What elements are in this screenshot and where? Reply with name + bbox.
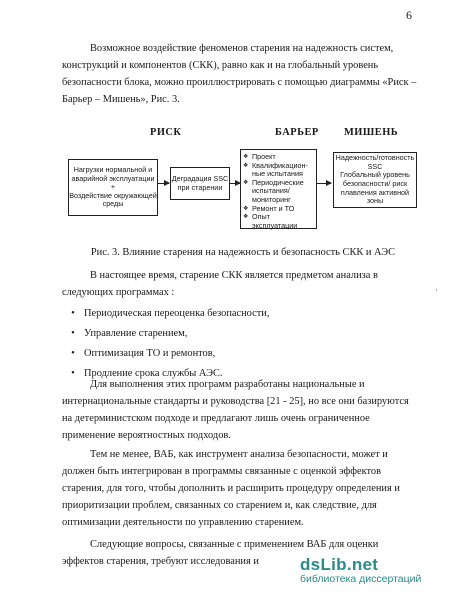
loads-box [68, 159, 158, 216]
loads-plus: + [110, 182, 116, 192]
target-box [333, 152, 417, 208]
bullet-icon: • [71, 368, 75, 379]
target-line: SSC [367, 161, 383, 171]
barrier-item-text: Ремонт и ТО [252, 203, 295, 213]
intro-line: безопасности блока, можно проиллюстрировать с помощью диаграммы «Риск – [62, 77, 417, 88]
standards-line: на детерминистском подходе и предлагают лишь очень ограниченное [62, 413, 370, 424]
target-header: МИШЕНЬ [344, 127, 399, 138]
standards-paragraph [62, 376, 424, 444]
diamond-bullet-icon [243, 222, 252, 231]
list-item: • Периодическая переоценка безопасности, [62, 304, 424, 324]
pra-line: Тем не менее, ВАБ, как инструмент анализа безопасности, может и [90, 449, 388, 460]
loads-line: среды [102, 199, 124, 209]
arrow-right-icon [158, 183, 169, 184]
barrier-item-text: Проект [252, 152, 276, 161]
barrier-item-text: Опыт [252, 212, 270, 222]
barrier-item-text: Периодические [252, 177, 304, 187]
barrier-item [243, 222, 314, 231]
watermark-tagline: библиотека диссертаций [300, 573, 422, 585]
list-item: • Продление срока службы АЭС. [62, 364, 424, 384]
diamond-bullet-icon: ❖ [243, 205, 249, 212]
watermark-site: dsLib.net [300, 555, 379, 574]
page-number: 6 [406, 8, 412, 22]
barrier-box [240, 149, 317, 229]
standards-line: применение вероятностных подходов. [62, 430, 231, 441]
margin-mark: · [435, 285, 438, 295]
barrier-item-text: ные испытания [252, 169, 303, 179]
degradation-line: при старении [177, 182, 223, 192]
barrier-item-text: мониторинг [252, 194, 291, 204]
intro-line: Возможное воздействие феноменов старения на надежность систем, [90, 43, 394, 54]
target-line: Надежность/готовность [335, 153, 415, 163]
degradation-box [170, 167, 230, 200]
loads-line: аварийной эксплуатации [71, 173, 155, 183]
bullet-icon: • [71, 308, 75, 319]
pra-line: приоритизации проблем, связанных со старением и, как следствие, для [62, 500, 377, 511]
diamond-bullet-icon [243, 196, 252, 205]
pra-line: должен быть интегрирован в программы связанные с оценкой эффектов [62, 466, 381, 477]
arrow-right-icon [317, 183, 331, 184]
loads-line: Нагрузки нормальной и [73, 165, 153, 175]
intro-paragraph [62, 40, 424, 108]
programs-list [62, 304, 424, 384]
target-line: безопасности/ риск [342, 179, 408, 188]
figure-caption: Рис. 3. Влияние старения на надежность и безопасность СКК и АЭС [90, 247, 396, 258]
bullet-icon: • [71, 328, 75, 339]
risk-header: РИСК [150, 127, 182, 138]
list-item: • Оптимизация ТО и ремонтов, [62, 344, 424, 364]
diamond-bullet-icon: ❖ [243, 214, 249, 221]
barrier-header: БАРЬЕР [275, 127, 319, 138]
pra-paragraph [62, 446, 424, 531]
barrier-item-text: испытания/ [252, 186, 290, 196]
programs-line: В настоящее время, старение СКК является предметом анализа в [90, 270, 378, 281]
questions-line: эффектов старения, требуют исследования и [62, 556, 259, 567]
diamond-bullet-icon: ❖ [243, 179, 249, 186]
watermark [300, 555, 421, 585]
programs-paragraph [62, 267, 424, 301]
degradation-line: Деградация SSC [171, 173, 229, 183]
pra-line: оптимизации деятельности по управлению старением. [62, 517, 304, 528]
intro-line: конструкций и компонентов (СКК), равно как и на глобальный уровень [62, 60, 379, 71]
intro-line: Барьер – Мишень», Рис. 3. [62, 94, 180, 105]
target-line: Глобальный уровень [340, 170, 410, 180]
bullet-icon: • [71, 348, 75, 359]
standards-line: Для выполнения этих программ разработаны национальные и [90, 379, 365, 390]
diamond-bullet-icon [243, 187, 252, 196]
loads-line: Воздействие окружающей [69, 190, 157, 200]
pra-line: старения, для того, чтобы дополнить и расширить процедуру определения и [62, 483, 400, 494]
programs-line: следующих программах : [62, 287, 175, 298]
barrier-item-text: эксплуатации [252, 220, 298, 230]
standards-line: интернациональные стандарты и руководства [21 - 25], но все они базируются [62, 396, 409, 407]
arrow-right-icon [230, 183, 240, 184]
list-item: • Управление старением, [62, 324, 424, 344]
questions-line: Следующие вопросы, связанные с применением ВАБ для оценки [90, 539, 379, 550]
target-line: плавления активной зоны [340, 187, 410, 206]
diamond-bullet-icon: ❖ [243, 154, 249, 160]
diamond-bullet-icon [243, 170, 252, 179]
barrier-item-text: Квалификацион- [252, 160, 308, 170]
diamond-bullet-icon: ❖ [243, 162, 249, 169]
